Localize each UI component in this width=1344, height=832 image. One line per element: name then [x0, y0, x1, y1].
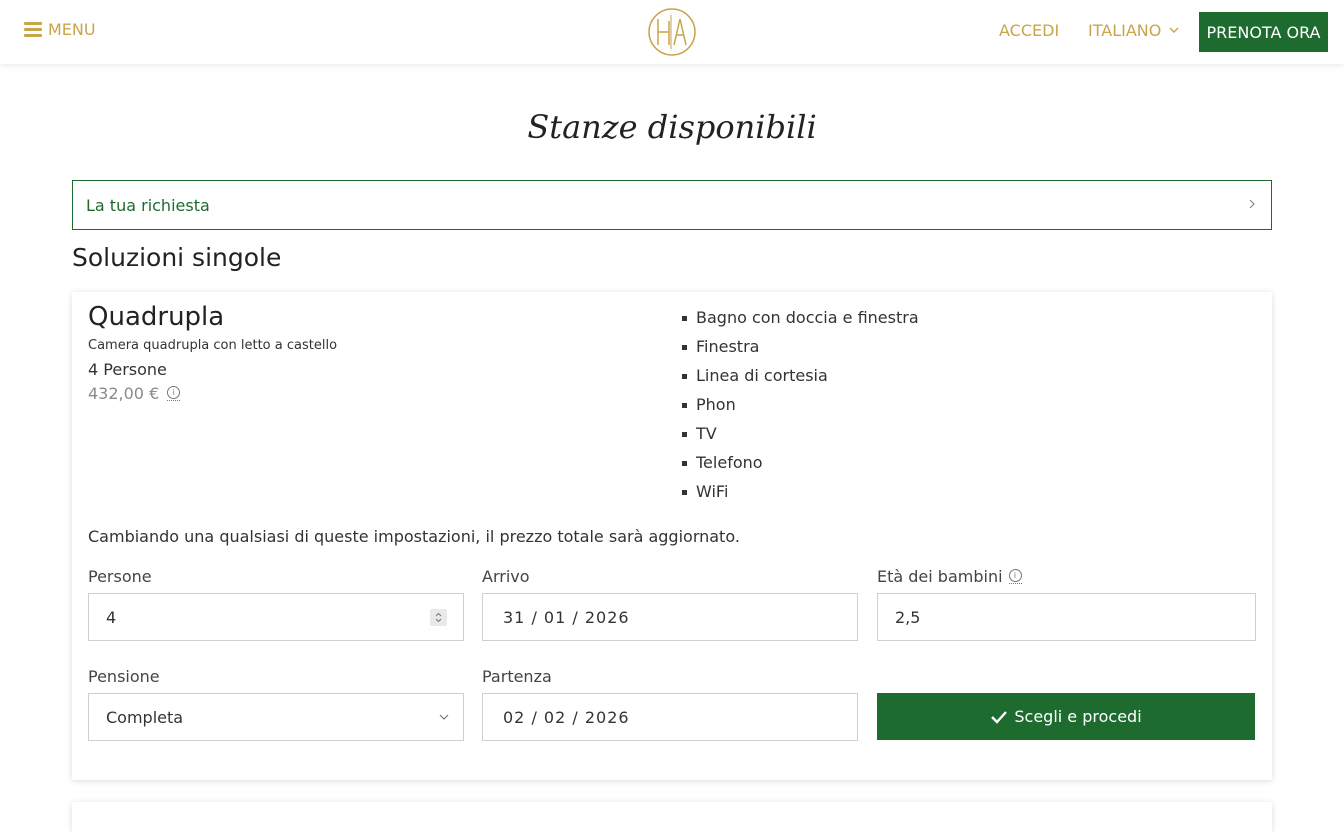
persons-value: 4 [106, 607, 117, 627]
room-price [88, 384, 180, 403]
list-item: WiFi [682, 482, 919, 511]
language-label: ITALIANO [1088, 21, 1162, 40]
room-description: Camera quadrupla con letto a castello [88, 338, 338, 353]
room-name: Quadrupla [88, 302, 225, 332]
page-title: Stanze disponibili [527, 108, 817, 146]
room-price-value: 432,00 € [88, 384, 160, 403]
choose-and-proceed-button[interactable] [877, 693, 1255, 740]
request-summary-label: La tua richiesta [86, 195, 210, 215]
persons-label: Persone [88, 567, 152, 586]
persons-stepper[interactable] [88, 593, 464, 641]
price-update-note: Cambiando una qualsiasi di queste impostazioni, il prezzo totale sarà aggiornato. [88, 527, 740, 546]
chevron-down-icon [1169, 27, 1179, 34]
book-now-button[interactable]: PRENOTA ORA [1199, 12, 1328, 52]
request-summary-toggle[interactable] [72, 180, 1272, 230]
arrival-date-input[interactable] [482, 593, 858, 641]
children-ages-label: Età dei bambini i [877, 567, 1022, 586]
login-link[interactable]: ACCEDI [999, 21, 1060, 40]
menu-label: MENU [48, 20, 96, 39]
room-card [72, 292, 1272, 780]
children-info-icon[interactable]: i [1009, 569, 1022, 584]
list-item: Telefono [682, 453, 919, 482]
list-item: Finestra [682, 337, 919, 366]
next-room-card [72, 802, 1272, 832]
departure-date-input[interactable] [482, 693, 858, 741]
arrival-date-value: 31 / 01 / 2026 [503, 607, 630, 627]
menu-button[interactable] [24, 20, 96, 39]
price-info-icon[interactable]: i [167, 386, 180, 401]
list-item: Linea di cortesia [682, 366, 919, 395]
children-ages-input[interactable] [877, 593, 1256, 641]
top-navigation-bar [0, 0, 1344, 64]
choose-and-proceed-label: Scegli e procedi [1014, 707, 1142, 726]
hotel-logo[interactable] [647, 7, 697, 57]
chevron-down-icon [439, 710, 449, 724]
departure-label: Partenza [482, 667, 552, 686]
language-selector[interactable] [1088, 21, 1179, 40]
board-label: Pensione [88, 667, 160, 686]
list-item: TV [682, 424, 919, 453]
list-item: Bagno con doccia e finestra [682, 308, 919, 337]
arrival-label: Arrivo [482, 567, 530, 586]
room-capacity: 4 Persone [88, 360, 167, 379]
list-item: Phon [682, 395, 919, 424]
check-icon [990, 710, 1008, 724]
room-features-list [682, 308, 919, 511]
chevron-right-icon [1249, 197, 1255, 213]
hamburger-icon [24, 22, 42, 37]
board-select[interactable] [88, 693, 464, 741]
board-value: Completa [106, 707, 184, 727]
section-title: Soluzioni singole [72, 243, 282, 272]
departure-date-value: 02 / 02 / 2026 [503, 707, 630, 727]
children-ages-value: 2,5 [895, 607, 921, 627]
stepper-arrows-icon[interactable] [430, 609, 447, 626]
